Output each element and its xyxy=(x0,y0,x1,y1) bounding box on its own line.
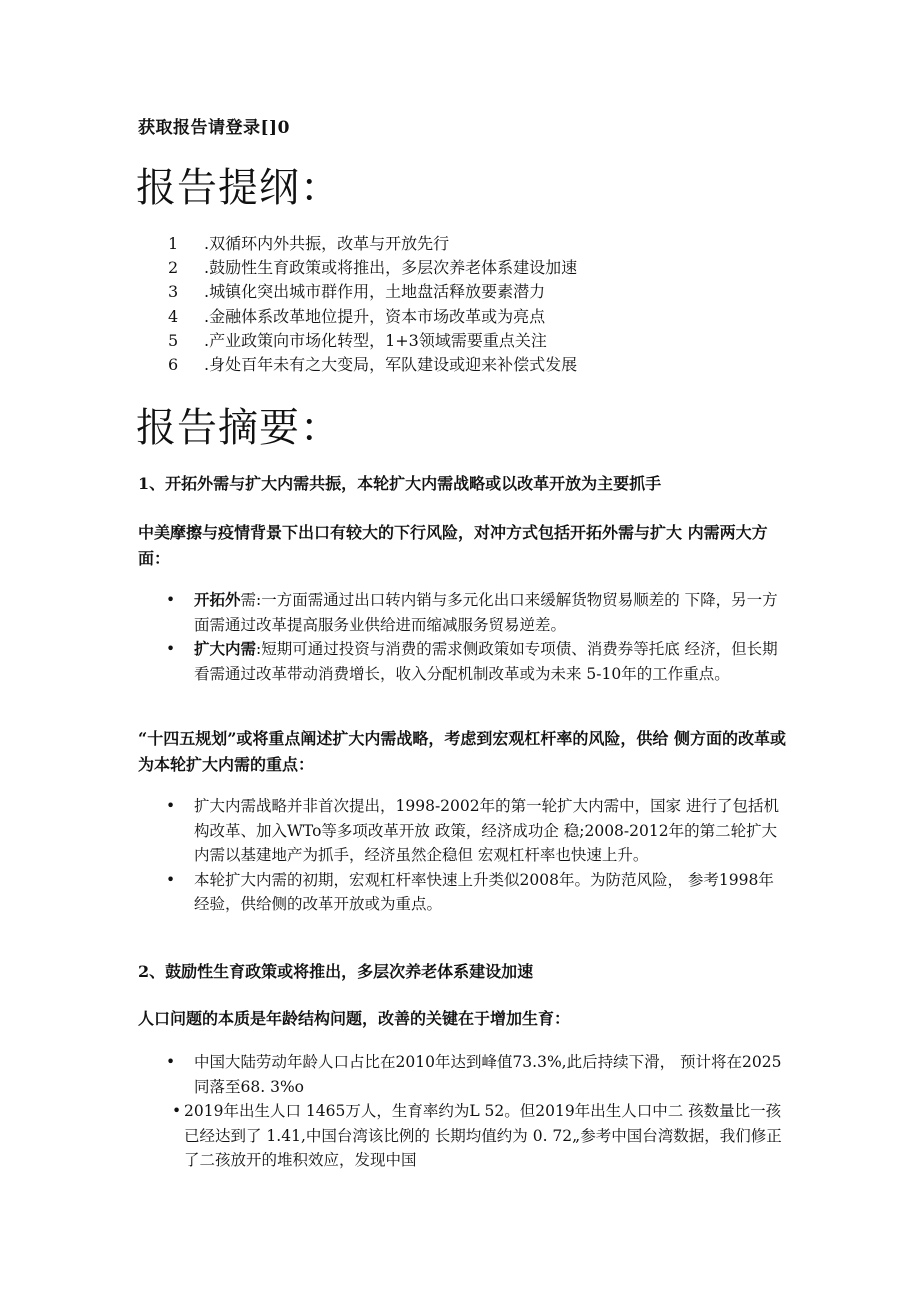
outline-item: 5 .产业政策向市场化转型，1+3领域需要重点关注 xyxy=(168,330,547,350)
bullet-icon: • xyxy=(172,1102,182,1120)
bullet-icon: • xyxy=(166,870,176,889)
bullet-icon: • xyxy=(166,1053,176,1071)
outline-item: 4 .金融体系改革地位提升，资本市场改革或为亮点 xyxy=(168,306,546,326)
bullet-icon: • xyxy=(166,797,176,815)
login-prompt[interactable]: 获取报告请登录[]0 xyxy=(138,118,290,138)
bullet-icon: • xyxy=(166,640,176,658)
list-item: • 中国大陆劳动年龄人口占比在2010年达到峰值73.3%,此后持续下滑， 预计将在2025同落至68. 3%o xyxy=(138,1050,788,1099)
section-1-title: 1、开拓外需与扩大内需共振，本轮扩大内需战略或以改革开放为主要抓手 xyxy=(138,474,662,493)
outline-list xyxy=(168,232,577,377)
list-item: • 本轮扩大内需的初期，宏观杠杆率快速上升类似2008年。为防范风险， 参考1998年经验，供给侧的改革开放或为重点。 xyxy=(138,868,788,917)
bullet-icon: • xyxy=(166,591,176,609)
outline-heading: 报告提纲： xyxy=(136,165,341,211)
outline-item: 6 .身处百年未有之大变局，军队建设或迎来补偿式发展 xyxy=(168,355,578,375)
list-item: • 开拓外需:一方面需通过出口转内销与多元化出口来缓解货物贸易顺差的 下降，另一方面需通过改革提高服务业供给进而缩减服务贸易逆差。 xyxy=(166,590,778,634)
section-1-bullets-2 xyxy=(138,794,788,917)
outline-item: 3 .城镇化突出城市群作用，土地盘活释放要素潜力 xyxy=(168,282,546,302)
section-2-title: 2、鼓励性生育政策或将推出，多层次养老体系建设加速 xyxy=(138,962,534,981)
summary-heading: 报告摘要： xyxy=(136,405,341,451)
outline-item: 1 .双循环内外共振，改革与开放先行 xyxy=(168,234,450,253)
list-item: • 扩大内需:短期可通过投资与消费的需求侧政策如专项债、消费券等托底 经济，但长期看需通过改革带动消费增长，收入分配机制改革或为未来 5-10年的工作重点。 xyxy=(166,639,778,683)
section-2-paragraph-1: 人口问题的本质是年龄结构问题，改善的关键在于增加生育： xyxy=(138,1009,571,1028)
section-2-bullets xyxy=(138,1050,788,1173)
section-1-bullets-1 xyxy=(138,588,788,686)
outline-item: 2 .鼓励性生育政策或将推出，多层次养老体系建设加速 xyxy=(168,258,578,278)
section-1-paragraph-2: “十四五规划”或将重点阐述扩大内需战略，考虑到宏观杠杆率的风险，供给 侧方面的改革或为本轮扩大内需的重点： xyxy=(138,729,786,774)
section-1-paragraph-1: 中美摩擦与疫情背景下出口有较大的下行风险，对冲方式包括开拓外需与扩大 内需两大方面： xyxy=(138,523,768,568)
list-item: • 扩大内需战略并非首次提出，1998-2002年的第一轮扩大内需中，国家 进行了包括机构改革、加入WTo等多项改革开放 政策，经济成功企 稳;2008-2012年的第二轮扩大内需以基建地产为抓手，经济虽然企稳但 宏观杠杆率也快速上升。 xyxy=(138,794,788,868)
list-item: • 2019年出生人口 1465万人，生育率约为L 52。但2019年出生人口中二 孩数量比一孩已经达到了 1.41,中国台湾该比例的 长期均值约为 0. 72„参考中国台湾数据，我们修正了二孩放开的堆积效应，发现中国 xyxy=(138,1099,788,1173)
